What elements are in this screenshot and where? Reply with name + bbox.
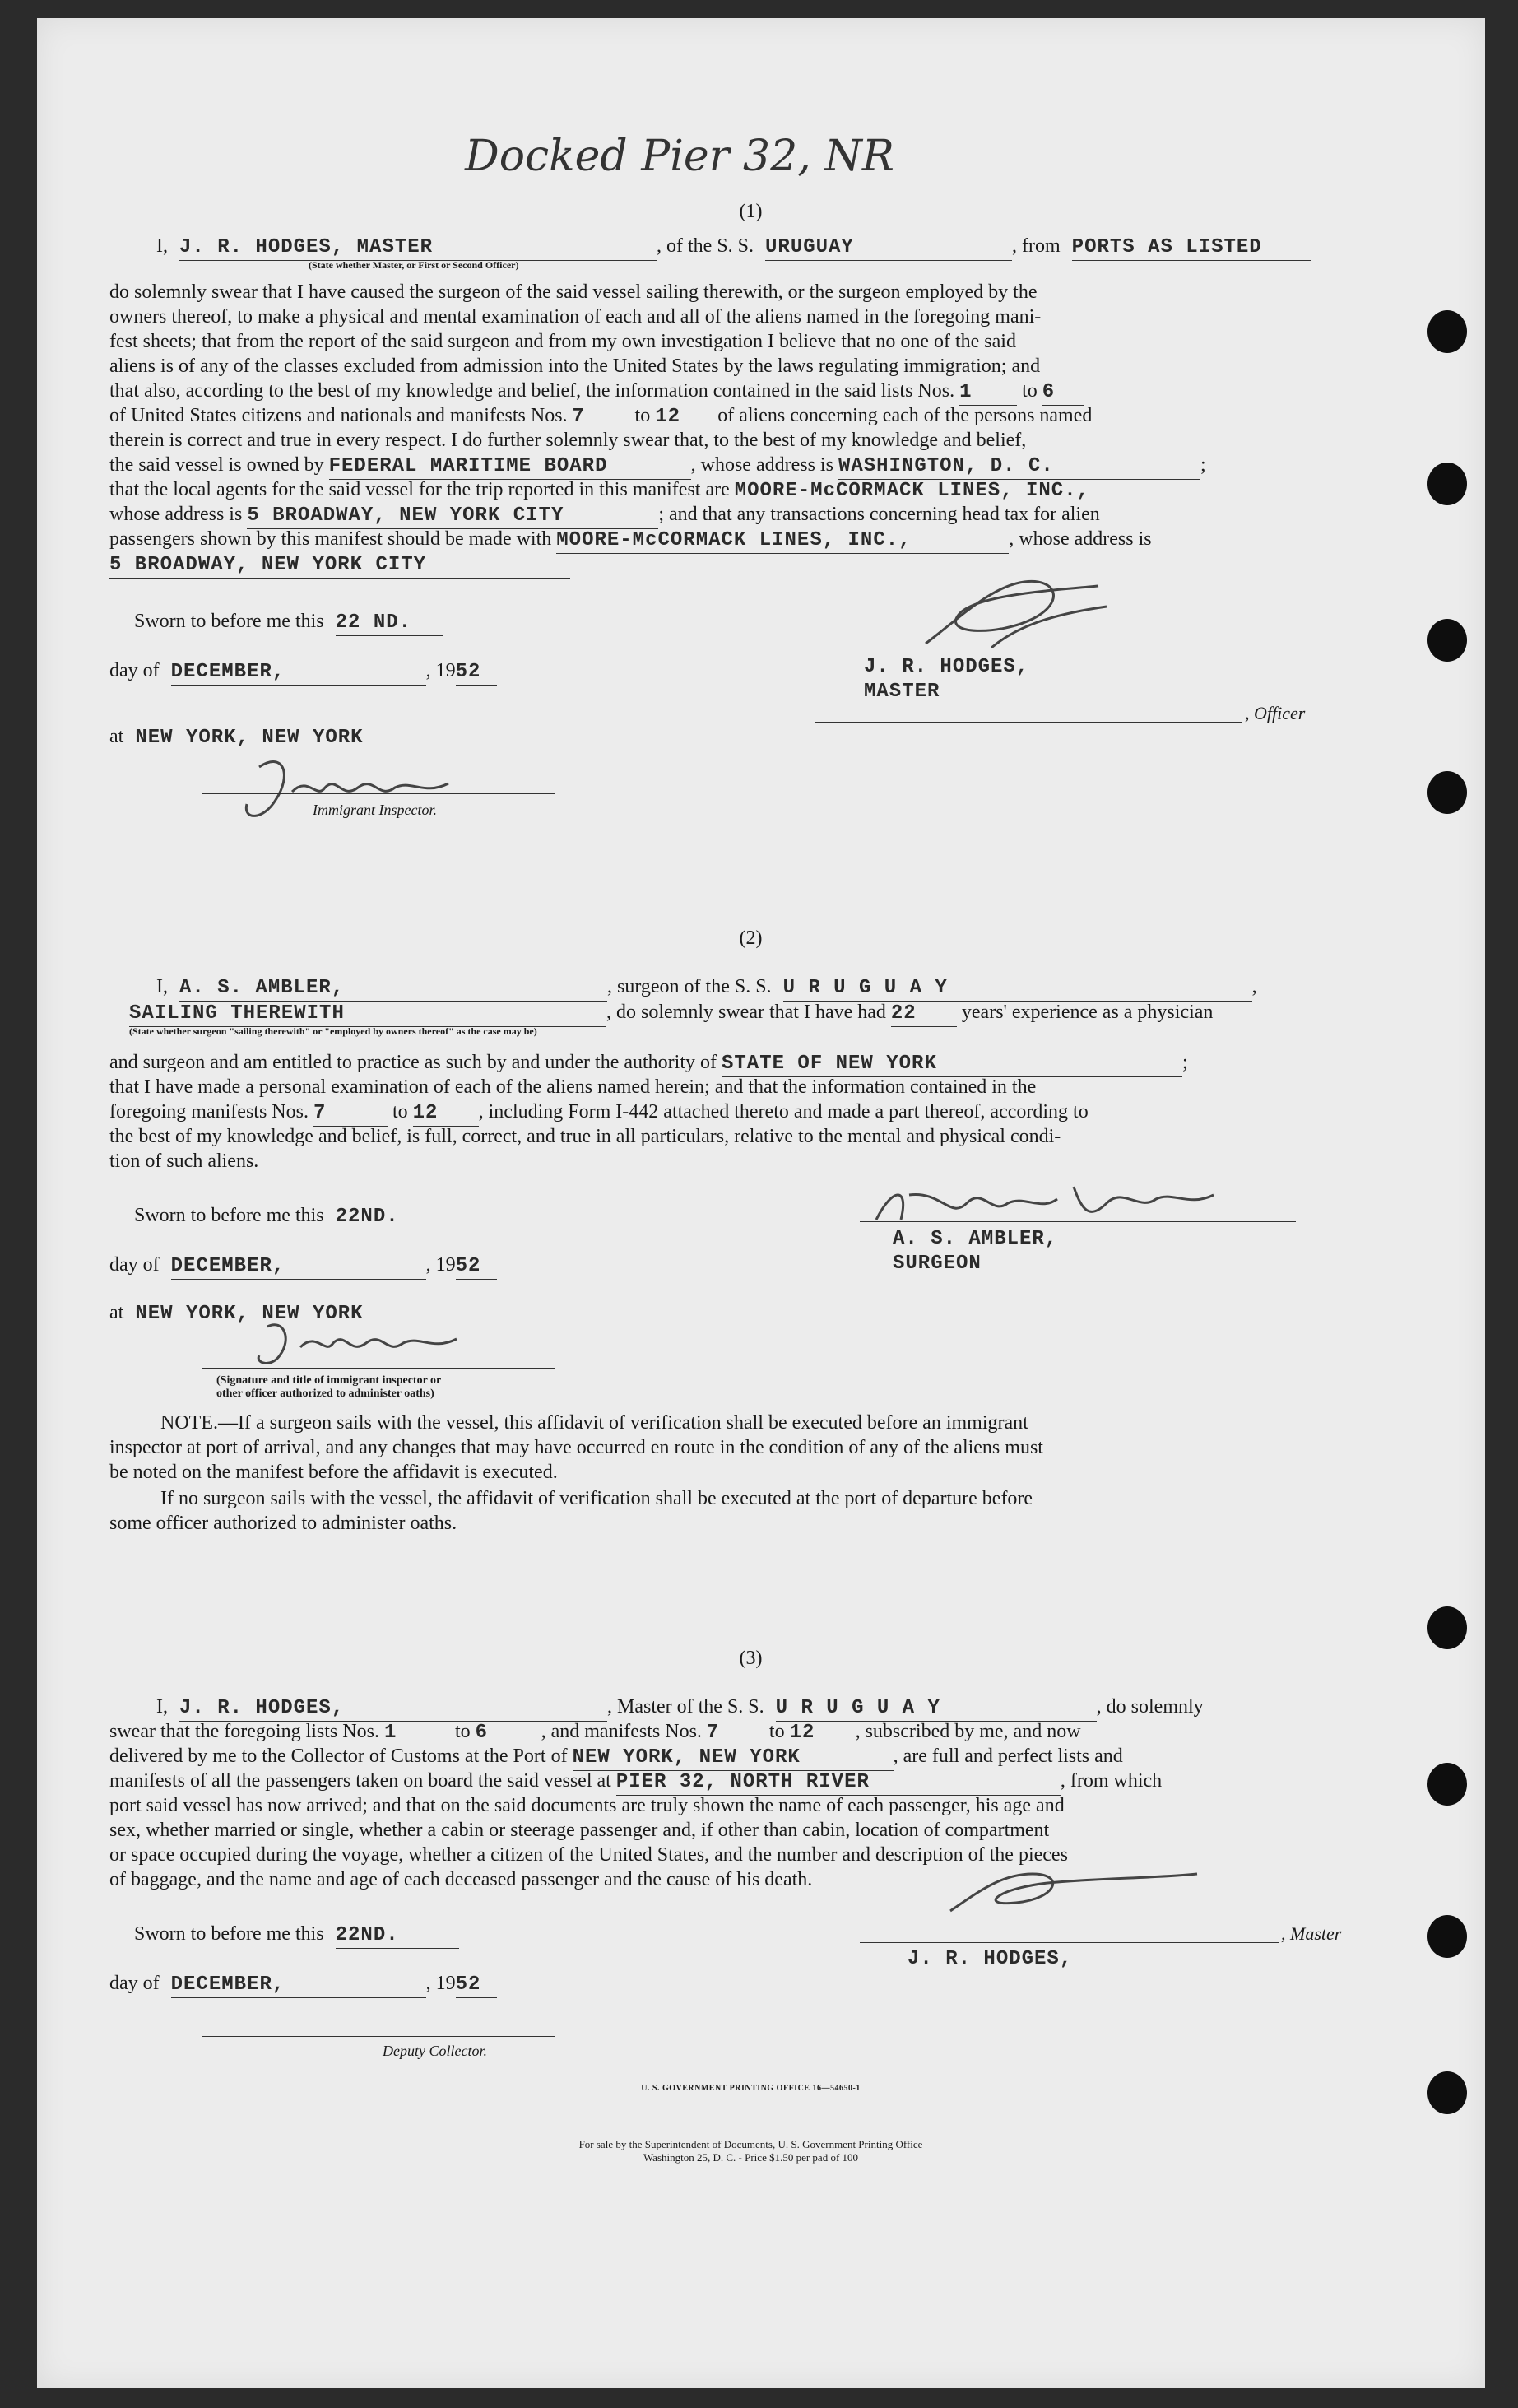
master-line: I, J. R. HODGES, , Master of the S. S. U R U G U A Y , do solemnly — [156, 1694, 1204, 1722]
note-line: If no surgeon sails with the vessel, the affidavit of verification shall be executed at the port of departure before — [160, 1488, 1033, 1509]
collector-signature-line — [202, 2036, 555, 2037]
manifests-from-field: 7 — [707, 1721, 764, 1746]
signer-name: J. R. HODGES, — [908, 1948, 1073, 1970]
master-caption: (State whether Master, or First or Second Officer) — [309, 259, 519, 271]
month-field: DECEMBER, — [171, 1254, 426, 1280]
manifests-to-field: 12 — [413, 1101, 479, 1127]
vessel-field: U R U G U A Y — [783, 976, 1252, 1002]
officer-caption: , Officer — [1245, 703, 1306, 723]
collector-caption: Deputy Collector. — [383, 2043, 487, 2059]
paragraph-line: delivered by me to the Collector of Customs at the Port of NEW YORK, NEW YORK , are full and perfect lists and — [109, 1744, 1123, 1771]
paragraph-line — [109, 551, 570, 579]
paragraph-line: port said vessel has now arrived; and that on the said documents are truly shown the name of each passenger, his age and — [109, 1795, 1065, 1816]
place-field: NEW YORK, NEW YORK — [135, 1302, 513, 1327]
surgeon-signature — [860, 1170, 1238, 1236]
paragraph-line: swear that the foregoing lists Nos. 1 to 6 , and manifests Nos. 7 to 12 , subscribed by me, and now — [109, 1719, 1081, 1746]
note-line: be noted on the manifest before the affidavit is executed. — [109, 1462, 558, 1483]
day-of-line: day of DECEMBER, , 1952 — [109, 1253, 497, 1280]
footer-text: Washington 25, D. C. - Price $1.50 per pad of 100 — [643, 2151, 859, 2164]
note-line: NOTE.—If a surgeon sails with the vessel, this affidavit of verification shall be executed before an immigrant — [160, 1412, 1028, 1434]
paragraph-line: aliens is of any of the classes excluded from admission into the United States by the laws regulating immigration; and — [109, 356, 1041, 377]
section-number: (1) — [739, 201, 763, 222]
sworn-day-field: 22ND. — [336, 1205, 459, 1230]
paragraph-line: that the local agents for the said vessel for the trip reported in this manifest are MOORE-McCORMACK LINES, INC., — [109, 477, 1138, 504]
sworn-line: Sworn to before me this 22 ND. — [134, 609, 443, 636]
surgeon-signature-line — [860, 1221, 1296, 1222]
port-field: NEW YORK, NEW YORK — [573, 1746, 894, 1771]
document-page — [37, 18, 1485, 2388]
month-field: DECEMBER, — [171, 660, 426, 686]
sailing-line: SAILING THEREWITH , do solemnly swear that I have had 22 years' experience as a physician — [129, 1000, 1213, 1027]
agents-address-field: 5 BROADWAY, NEW YORK CITY — [247, 504, 658, 529]
inspector-caption: Immigrant Inspector. — [313, 802, 437, 818]
headtax-address-field: 5 BROADWAY, NEW YORK CITY — [109, 553, 570, 579]
years-field: 22 — [891, 1002, 957, 1027]
inspector-signature-line — [202, 1368, 555, 1369]
sworn-line: Sworn to before me this 22ND. — [134, 1922, 459, 1949]
place-field: NEW YORK, NEW YORK — [135, 726, 513, 751]
paragraph-line: the said vessel is owned by FEDERAL MARITIME BOARD , whose address is WASHINGTON, D. C. ; — [109, 453, 1206, 480]
surgeon-name-field: A. S. AMBLER, — [179, 976, 607, 1002]
printing-office: U. S. GOVERNMENT PRINTING OFFICE 16—54650-1 — [641, 2084, 861, 2093]
signer-name: A. S. AMBLER, — [893, 1228, 1058, 1250]
paragraph-line: the best of my knowledge and belief, is full, correct, and true in all particulars, relative to the mental and physical condi- — [109, 1126, 1061, 1147]
paragraph-line: and surgeon and am entitled to practice as such by and under the authority of STATE OF NEW YORK ; — [109, 1050, 1188, 1077]
paragraph-line: foregoing manifests Nos. 7 to 12 , including Form I-442 attached thereto and made a part thereof, according to — [109, 1099, 1089, 1127]
note-line: inspector at port of arrival, and any changes that may have occurred en route in the condition of any of the aliens must — [109, 1437, 1043, 1458]
paragraph-line: that also, according to the best of my knowledge and belief, the information contained in the said lists Nos. 1 to 6 — [109, 379, 1084, 406]
master-caption: , Master — [1281, 1923, 1342, 1944]
vessel-field: URUGUAY — [765, 235, 1012, 261]
paragraph-line: therein is correct and true in every respect. I do further solemnly swear that, to the best of my knowledge and belief, — [109, 430, 1027, 451]
authority-field: STATE OF NEW YORK — [722, 1052, 1182, 1077]
master-signature-line — [860, 1942, 1279, 1943]
inspector-signature — [226, 742, 506, 833]
paragraph-line: passengers shown by this manifest should be made with MOORE-McCORMACK LINES, INC., , whose address is — [109, 527, 1152, 554]
from-field: PORTS AS LISTED — [1072, 235, 1311, 261]
signature-caption: other officer authorized to administer oaths) — [216, 1388, 434, 1400]
owner-address-field: WASHINGTON, D. C. — [838, 454, 1200, 480]
binder-hole — [1427, 463, 1467, 505]
year-field: 52 — [456, 660, 497, 686]
pier-field: PIER 32, NORTH RIVER — [616, 1770, 1061, 1796]
master-line: I, J. R. HODGES, MASTER , of the S. S. URUGUAY , from PORTS AS LISTED — [156, 234, 1311, 261]
binder-hole — [1427, 1915, 1467, 1958]
inspector-signature — [234, 1314, 514, 1372]
year-field: 52 — [456, 1973, 497, 1998]
sworn-day-field: 22ND. — [336, 1923, 459, 1949]
footer-text: For sale by the Superintendent of Documents, U. S. Government Printing Office — [578, 2138, 923, 2150]
at-line: at NEW YORK, NEW YORK — [109, 1300, 513, 1327]
master-name-field: J. R. HODGES, — [179, 1696, 607, 1722]
manifests-from-field: 7 — [573, 405, 630, 430]
owner-field: FEDERAL MARITIME BOARD — [329, 454, 691, 480]
inspector-signature-line — [202, 793, 555, 794]
paragraph-line: owners thereof, to make a physical and mental examination of each and all of the aliens named in the foregoing mani- — [109, 306, 1042, 328]
note-line: some officer authorized to administer oaths. — [109, 1513, 457, 1534]
paragraph-line: whose address is 5 BROADWAY, NEW YORK CITY ; and that any transactions concerning head tax for alien — [109, 502, 1100, 529]
manifests-from-field: 7 — [313, 1101, 388, 1127]
master-signature — [893, 569, 1156, 660]
sworn-line: Sworn to before me this 22ND. — [134, 1203, 459, 1230]
agents-field: MOORE-McCORMACK LINES, INC., — [735, 479, 1138, 504]
vessel-field: U R U G U A Y — [776, 1696, 1097, 1722]
binder-hole — [1427, 310, 1467, 353]
paragraph-line: of baggage, and the name and age of each deceased passenger and the cause of his death. — [109, 1869, 813, 1890]
section-number: (3) — [739, 1648, 763, 1669]
binder-hole — [1427, 619, 1467, 662]
lists-from-field: 1 — [384, 1721, 450, 1746]
manifests-to-field: 12 — [655, 405, 713, 430]
officer-signature-line — [815, 722, 1242, 723]
paragraph-line: do solemnly swear that I have caused the surgeon of the said vessel sailing therewith, or the surgeon employed by the — [109, 281, 1038, 303]
sailing-field: SAILING THEREWITH — [129, 1002, 606, 1027]
paragraph-line: sex, whether married or single, whether a cabin or steerage passenger and, if other than cabin, location of compartment — [109, 1820, 1050, 1841]
paragraph-line: or space occupied during the voyage, whether a citizen of the United States, and the number and description of the pieces — [109, 1844, 1068, 1866]
paragraph-line: tion of such aliens. — [109, 1151, 259, 1172]
sailing-caption: (State whether surgeon "sailing therewith" or "employed by owners thereof" as the case may be) — [129, 1025, 537, 1037]
master-name-field: J. R. HODGES, MASTER — [179, 235, 657, 261]
signer-title: SURGEON — [893, 1253, 982, 1275]
paragraph-line: manifests of all the passengers taken on board the said vessel at PIER 32, NORTH RIVER , from which — [109, 1769, 1162, 1796]
paragraph-line: that I have made a personal examination of each of the aliens named herein; and that the information contained in the — [109, 1076, 1037, 1098]
year-field: 52 — [456, 1254, 497, 1280]
lists-to-field: 6 — [1042, 380, 1084, 406]
headtax-agent-field: MOORE-McCORMACK LINES, INC., — [556, 528, 1009, 554]
binder-hole — [1427, 1763, 1467, 1806]
surgeon-line: I, A. S. AMBLER, , surgeon of the S. S. U R U G U A Y , — [156, 974, 1257, 1002]
lists-from-field: 1 — [959, 380, 1017, 406]
paragraph-line: of United States citizens and nationals and manifests Nos. 7 to 12 of aliens concerning each of the persons named — [109, 403, 1092, 430]
signer-name: J. R. HODGES, — [864, 656, 1029, 678]
handwritten-note: Docked Pier 32, NR — [465, 132, 894, 181]
binder-hole — [1427, 1606, 1467, 1649]
section-number: (2) — [739, 927, 763, 949]
signature-caption: (Signature and title of immigrant inspector or — [216, 1374, 442, 1387]
day-of-line: day of DECEMBER, , 1952 — [109, 1971, 497, 1998]
day-of-line: day of DECEMBER, , 1952 — [109, 658, 497, 686]
signer-title: MASTER — [864, 681, 940, 703]
binder-hole — [1427, 771, 1467, 814]
lists-to-field: 6 — [476, 1721, 541, 1746]
manifests-to-field: 12 — [790, 1721, 856, 1746]
month-field: DECEMBER, — [171, 1973, 426, 1998]
paragraph-line: fest sheets; that from the report of the said surgeon and from my own investigation I believe that no one of the said — [109, 331, 1016, 352]
master-signature — [926, 1862, 1222, 1927]
sworn-day-field: 22 ND. — [336, 611, 443, 636]
at-line: at NEW YORK, NEW YORK — [109, 724, 513, 751]
